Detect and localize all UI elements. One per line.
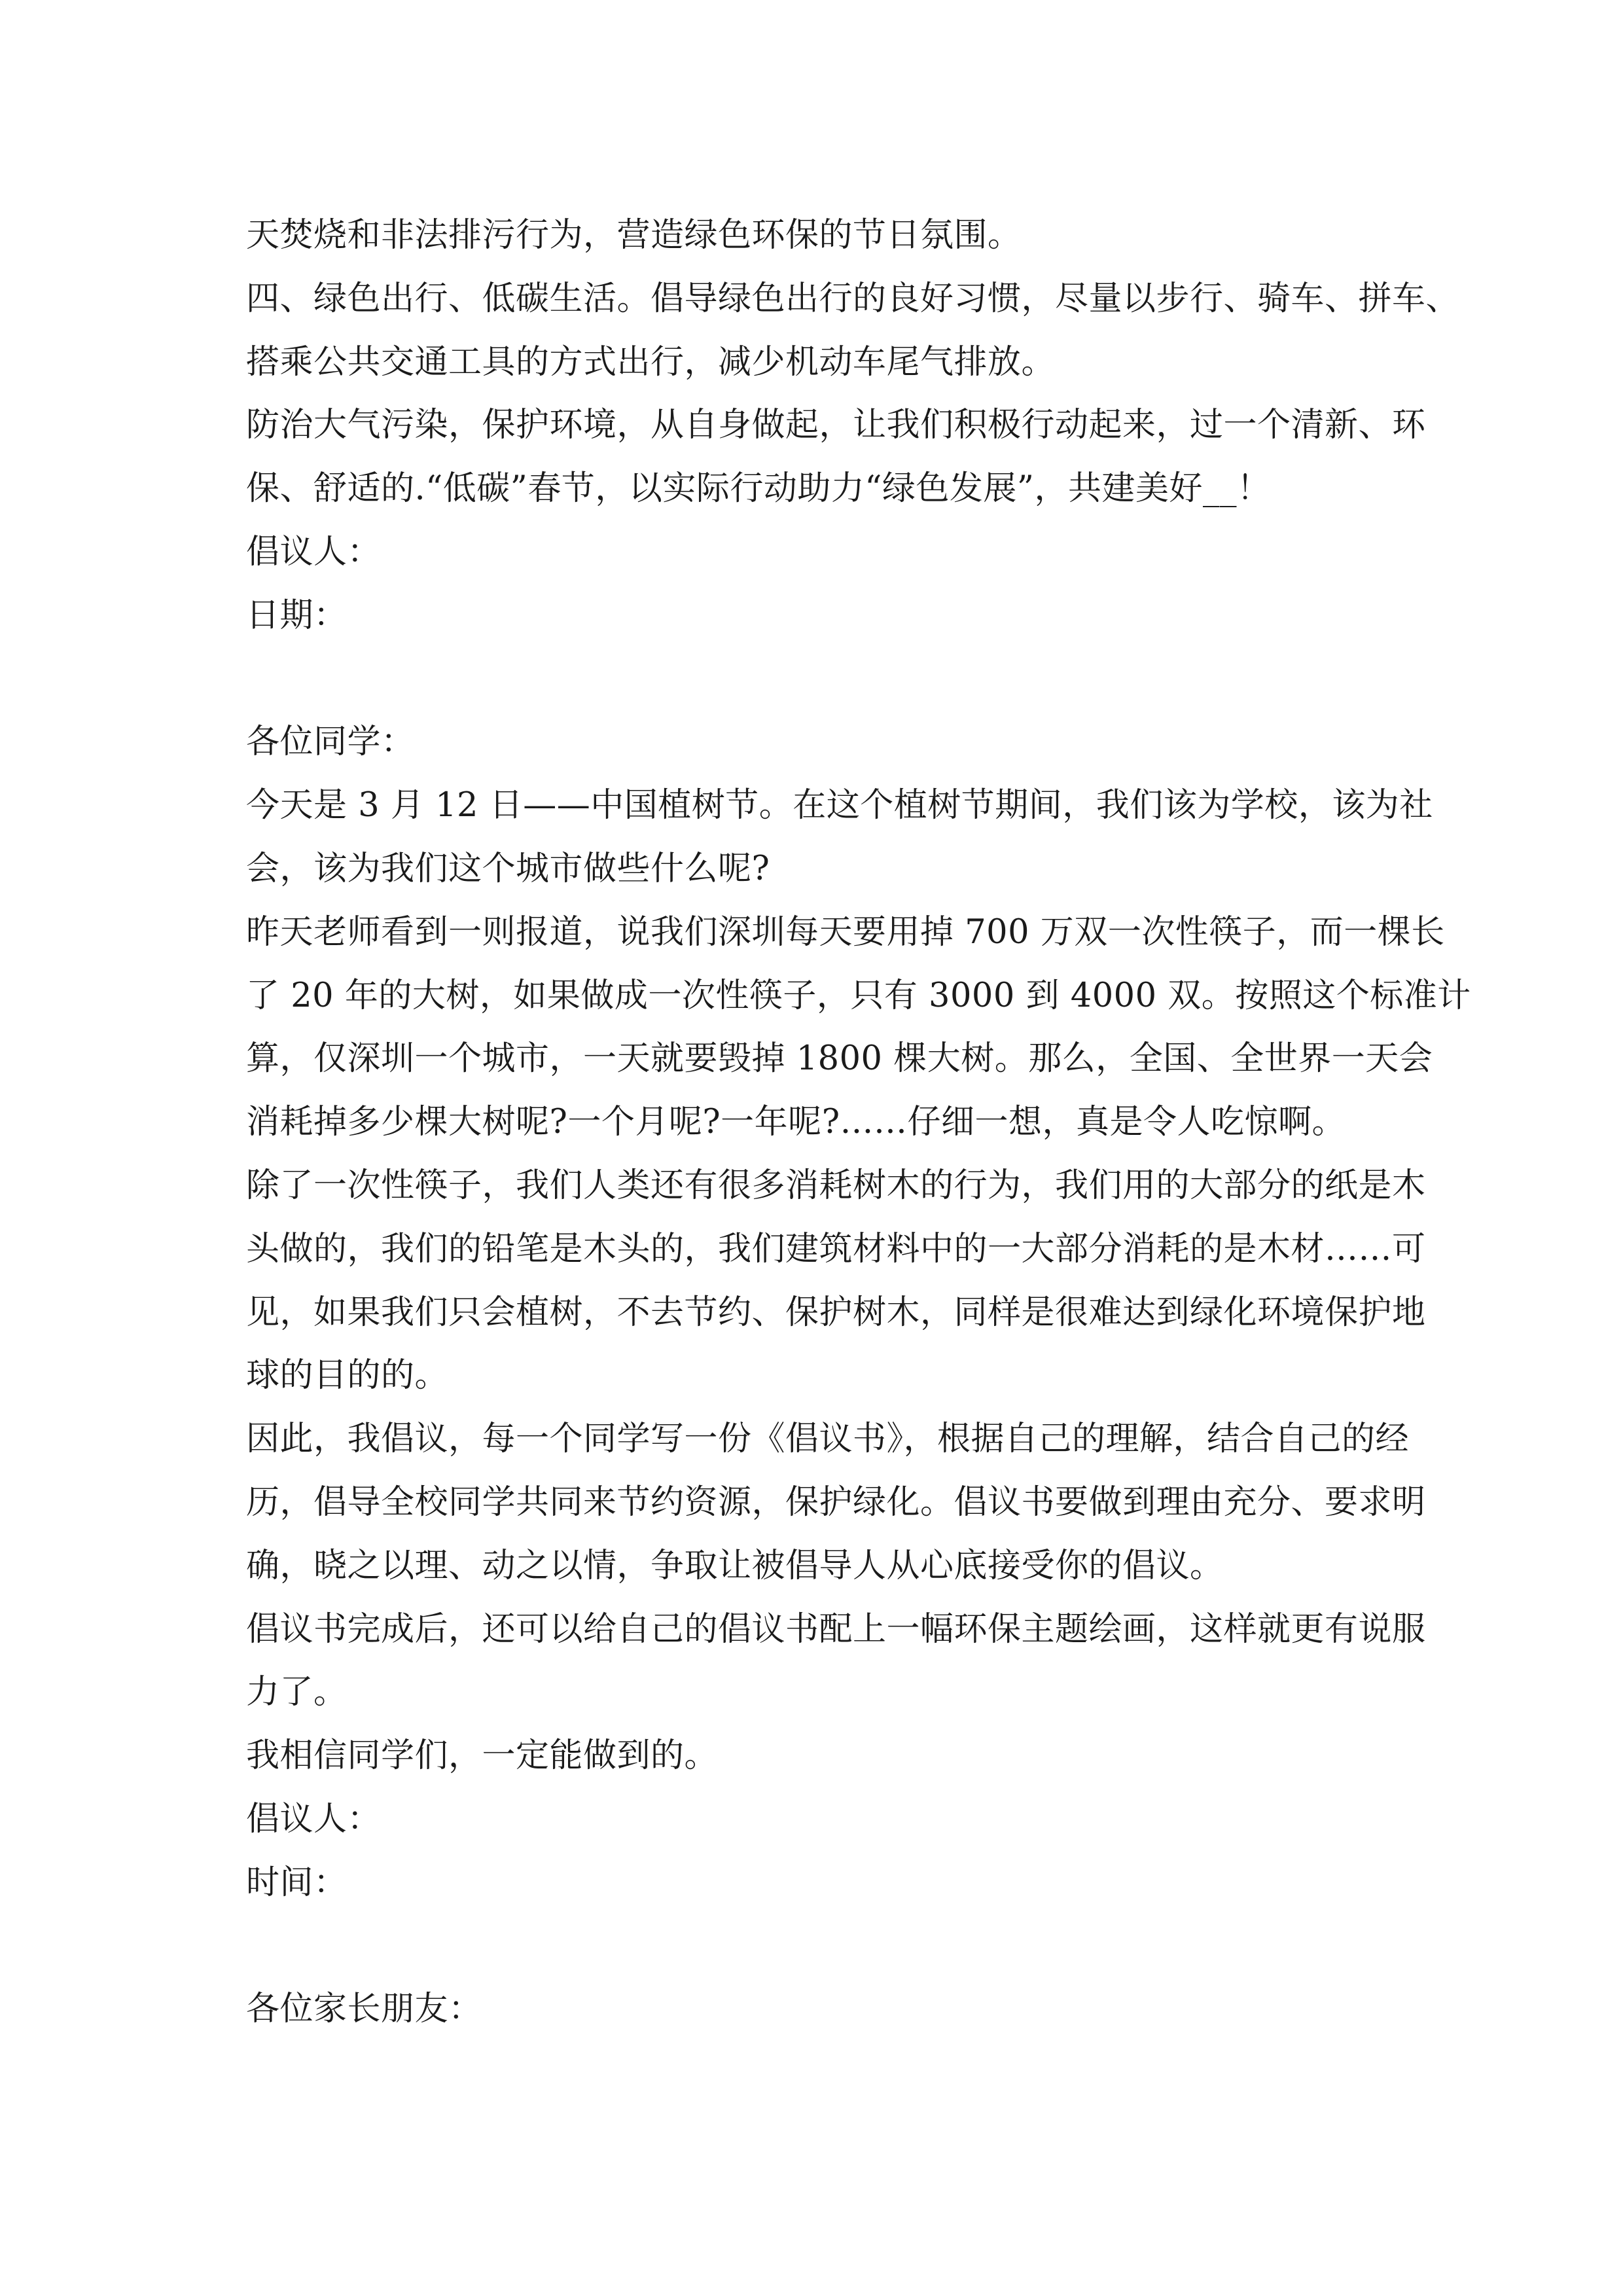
paragraph-line: 我相信同学们，一定能做到的。 bbox=[246, 1736, 719, 1776]
paragraph-line: 算，仅深圳一个城市，一天就要毁掉 1800 棵大树。那么，全国、全世界一天会 bbox=[246, 1039, 1433, 1079]
paragraph-line: 球的目的的。 bbox=[246, 1356, 449, 1395]
paragraph-line: 四、绿色出行、低碳生活。倡导绿色出行的良好习惯，尽量以步行、骑车、拼车、 bbox=[246, 279, 1460, 318]
paragraph-line: 力了。 bbox=[246, 1673, 348, 1712]
blank-line bbox=[246, 1915, 1418, 1979]
paragraph-line: 天焚烧和非法排污行为，营造绿色环保的节日氛围。 bbox=[246, 216, 1022, 255]
paragraph-line: 搭乘公共交通工具的方式出行，减少机动车尾气排放。 bbox=[246, 342, 1056, 382]
paragraph-line: 防治大气污染，保护环境，从自身做起，让我们积极行动起来，过一个清新、环 bbox=[246, 406, 1426, 445]
signature-label: 倡议人： bbox=[246, 532, 382, 571]
document-body bbox=[246, 204, 1471, 2041]
paragraph-line: 今天是 3 月 12 日——中国植树节。在这个植树节期间，我们该为学校，该为社 bbox=[246, 786, 1433, 825]
paragraph-line: 保、舒适的.“低碳”春节，以实际行动助力“绿色发展”，共建美好__！ bbox=[246, 469, 1271, 509]
signature-label: 倡议人： bbox=[246, 1799, 382, 1839]
paragraph-line: 消耗掉多少棵大树呢?一个月呢?一年呢?……仔细一想，真是令人吃惊啊。 bbox=[246, 1103, 1346, 1142]
time-label: 时间： bbox=[246, 1863, 348, 1902]
paragraph-line: 头做的，我们的铅笔是木头的，我们建筑材料中的一大部分消耗的是木材……可 bbox=[246, 1229, 1426, 1268]
paragraph-line: 因此，我倡议，每一个同学写一份《倡议书》，根据自己的理解，结合自己的经 bbox=[246, 1420, 1410, 1459]
salutation: 各位家长朋友： bbox=[246, 1990, 482, 2029]
paragraph-line: 倡议书完成后，还可以给自己的倡议书配上一幅环保主题绘画，这样就更有说服 bbox=[246, 1609, 1426, 1649]
salutation: 各位同学： bbox=[246, 723, 415, 762]
paragraph-line: 确，晓之以理、动之以情，争取让被倡导人从心底接受你的倡议。 bbox=[246, 1546, 1224, 1585]
blank-line bbox=[246, 648, 1418, 711]
paragraph-line: 会，该为我们这个城市做些什么呢? bbox=[246, 849, 770, 888]
paragraph-line: 历，倡导全校同学共同来节约资源，保护绿化。倡议书要做到理由充分、要求明 bbox=[246, 1482, 1426, 1522]
paragraph-line: 昨天老师看到一则报道，说我们深圳每天要用掉 700 万双一次性筷子，而一棵长 bbox=[246, 912, 1445, 952]
date-label: 日期： bbox=[246, 596, 348, 635]
paragraph-line: 见，如果我们只会植树，不去节约、保护树木，同样是很难达到绿化环境保护地 bbox=[246, 1293, 1426, 1332]
paragraph-line: 了 20 年的大树，如果做成一次性筷子，只有 3000 到 4000 双。按照这个标准计 bbox=[246, 976, 1471, 1015]
paragraph-line: 除了一次性筷子，我们人类还有很多消耗树木的行为，我们用的大部分的纸是木 bbox=[246, 1166, 1426, 1205]
